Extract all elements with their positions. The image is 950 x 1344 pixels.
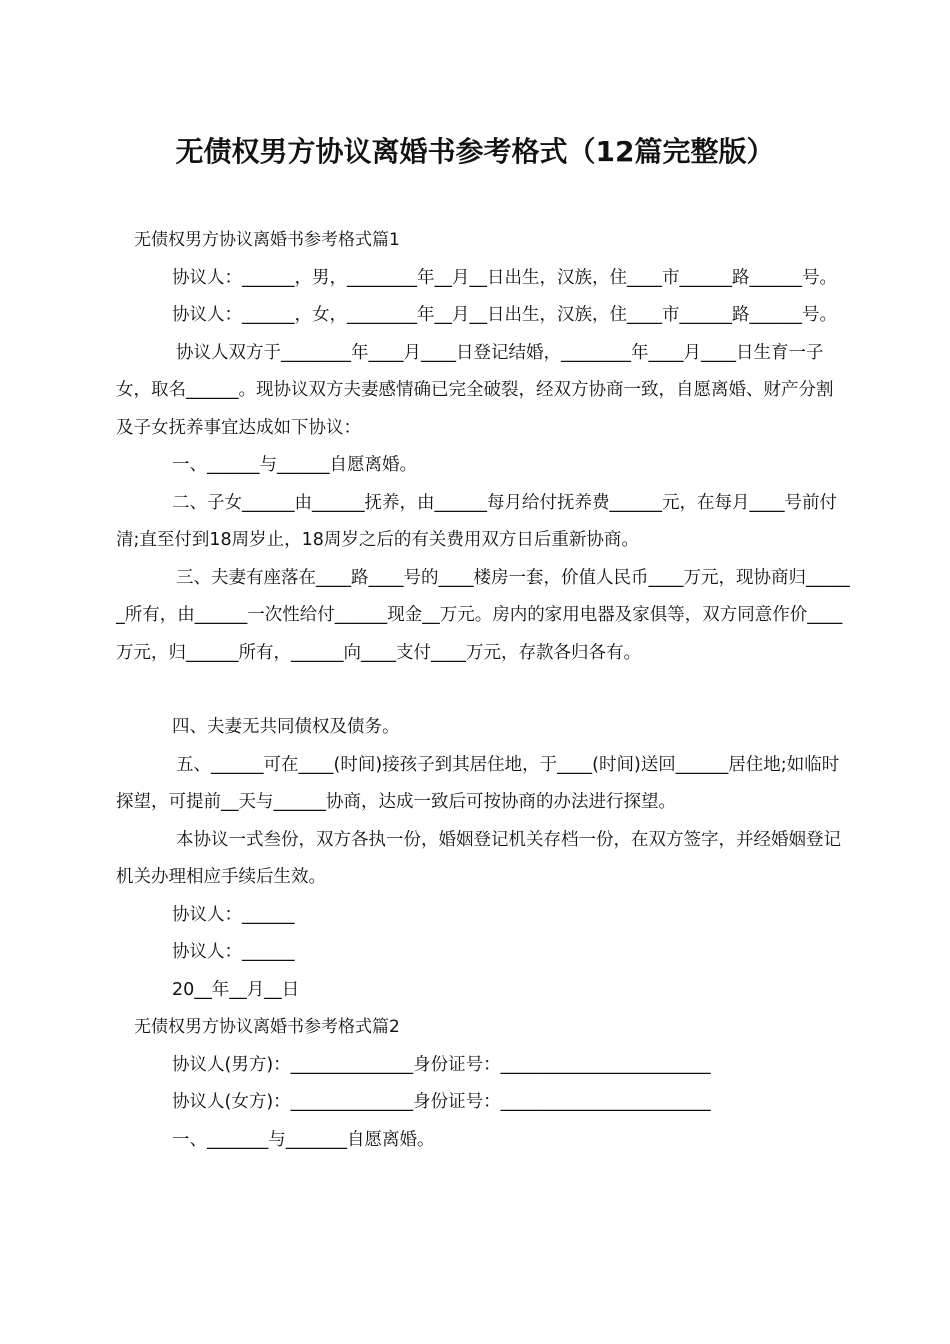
signature-line-2: 协议人：______ (172, 942, 295, 962)
document-title: 无债权男方协议离婚书参考格式（12篇完整版） (175, 135, 775, 168)
paragraph-party-male-id: 协议人(男方)：______________身份证号：________________________ (172, 1054, 711, 1075)
paragraph-clause-1: 一、______与______自愿离婚。 (172, 455, 417, 475)
date-line: 20__年__月__日 (172, 979, 300, 1000)
paragraph-clause-5: 五、______可在____(时间)接孩子到其居住地，于____(时间)送回______居住地;如临时探望，可提前__天与______协商，达成一致后可按协商的办法进行探望。 (116, 754, 840, 812)
document-body (116, 222, 850, 1159)
paragraph-party-female: 协议人：______，女，________年__月__日出生，汉族，住____市______路______号。 (172, 305, 837, 325)
section-heading-2: 无债权男方协议离婚书参考格式篇2 (134, 1017, 400, 1037)
paragraph-marriage-background: 协议人双方于________年____月____日登记结婚，________年____月____日生育一子女，取名______。现协议双方夫妻感情确已完全破裂，经双方协商一致，自愿离婚、财产分割及子女抚养事宜达成如下协议： (116, 342, 834, 438)
paragraph-clause-2: 二、子女______由______抚养，由______每月给付抚养费______元，在每月____号前付清;直至付到18周岁止，18周岁之后的有关费用双方日后重新协商。 (116, 492, 837, 550)
section-heading-1: 无债权男方协议离婚书参考格式篇1 (134, 230, 400, 250)
paragraph-party-male: 协议人：______，男，________年__月__日出生，汉族，住____市______路______号。 (172, 267, 837, 288)
paragraph-clause-1-b: 一、_______与_______自愿离婚。 (172, 1129, 435, 1150)
paragraph-spacer (116, 672, 850, 709)
paragraph-clause-4: 四、夫妻无共同债权及债务。 (172, 717, 400, 737)
paragraph-effectiveness: 本协议一式叁份，双方各执一份，婚姻登记机关存档一份，在双方签字，并经婚姻登记机关办理相应手续后生效。 (116, 829, 841, 887)
signature-line-1: 协议人：______ (172, 904, 295, 925)
paragraph-clause-3: 三、夫妻有座落在____路____号的____楼房一套，价值人民币____万元，现协商归______所有，由______一次性给付______现金__万元。房内的家用电器及家俱等，双方同意作价____万元，归______所有，______向____支付____万元，存款各归各有。 (116, 567, 850, 663)
paragraph-party-female-id: 协议人(女方)：______________身份证号：________________________ (172, 1092, 711, 1112)
